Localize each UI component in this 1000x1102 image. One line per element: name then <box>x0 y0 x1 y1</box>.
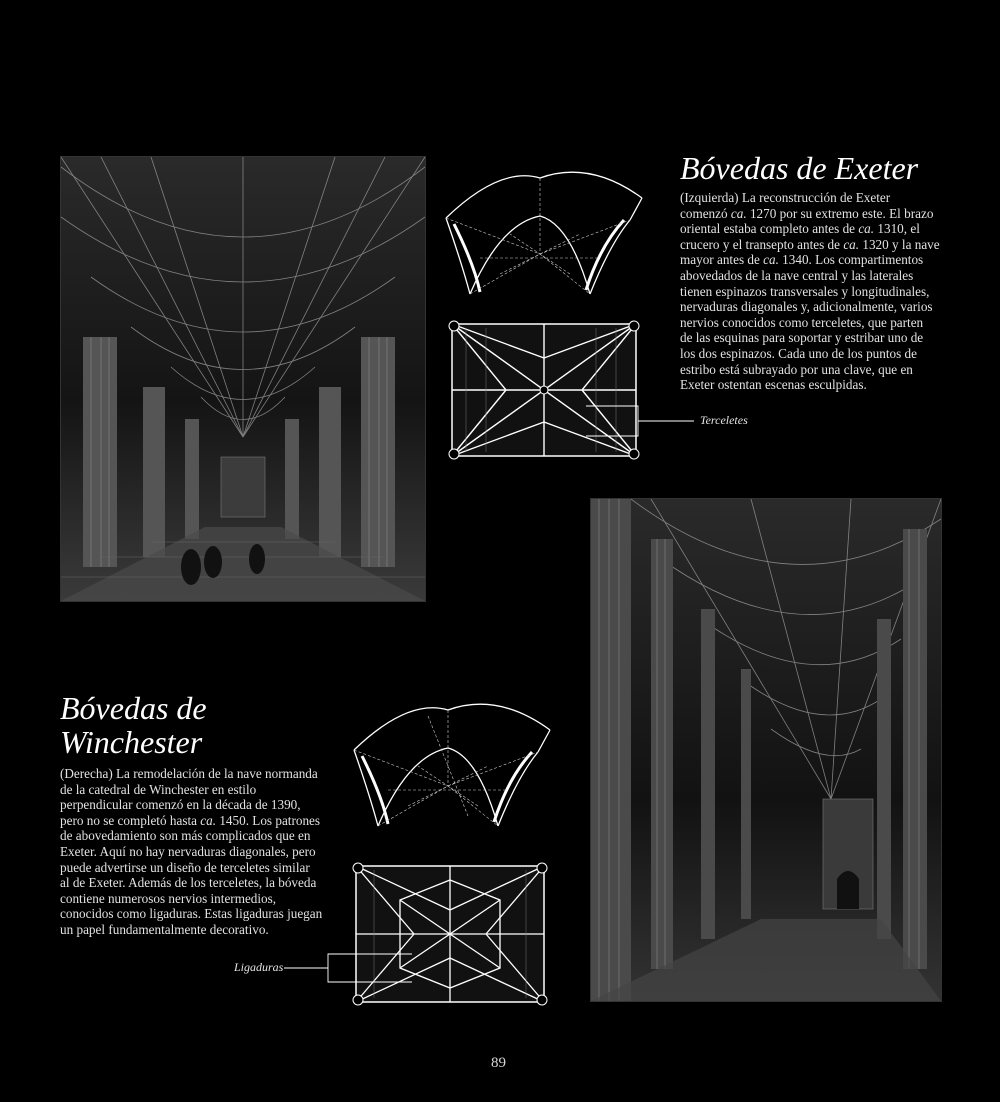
ligaduras-label: Ligaduras <box>234 960 284 974</box>
exeter-vault-perspective-diagram <box>440 154 646 304</box>
text-run: 1320 y la nave mayor antes de <box>680 236 940 268</box>
page-number: 89 <box>491 1055 506 1071</box>
ligaduras-callout-lines <box>284 950 414 990</box>
winchester-vault-perspective-diagram <box>348 686 554 836</box>
vault-perspective-icon <box>440 154 646 304</box>
italic-abbreviation: ca. <box>763 252 779 268</box>
exeter-title: Bóvedas de Exeter <box>680 150 919 186</box>
terceletes-callout-lines <box>586 404 696 444</box>
terceletes-label: Terceletes <box>700 413 748 427</box>
text-run: 1450. Los patrones de abovedamiento son más complicados que en Exeter. Aquí no hay nervaduras diagonales, pero puede advertirse un diseño de terceletes similar al de Exeter. Además de los terceletes, la bóveda contiene numerosos nervios intermedios, conocidos como ligaduras. Estas ligaduras juegan un papel fundamentalmente decorativo. <box>60 812 323 937</box>
winchester-nave-image <box>591 499 941 1001</box>
exeter-nave-image <box>61 157 425 601</box>
italic-abbreviation: ca. <box>200 812 217 828</box>
italic-abbreviation: ca. <box>730 205 747 221</box>
winchester-title-line2: Winchester <box>60 723 203 760</box>
vault-perspective-icon <box>348 686 554 836</box>
text-run: 1310, el crucero y el transepto antes de <box>680 221 920 252</box>
text-run: 1270 por su extremo este. El brazo oriental estaba completo antes de <box>680 205 934 237</box>
winchester-paragraph <box>60 766 350 938</box>
winchester-title <box>60 692 207 759</box>
text-run: (Izquierda) La reconstrucción de Exeter comenzó <box>680 190 891 221</box>
winchester-nave-engraving <box>590 498 942 1002</box>
text-run: (Derecha) La remodelación de la nave normanda de la catedral de Winchester en estilo perpendicular comenzó en la década de 1390, pero no se completó hasta <box>60 766 318 828</box>
winchester-title-line1: Bóvedas de <box>60 690 207 726</box>
text-run: 1340. Los compartimentos abovedados de la nave central y las laterales tienen espinazos transversales y longitudinales, nervaduras diagonales y, adicionalmente, varios nervios conocidos como terceletes, que parten de las esquinas para soportar y estribar uno de los dos espinazos. Cada uno de los puntos de estribo está subrayado por una clave, que en Exeter ostentan escenas esculpidas. <box>680 252 933 393</box>
exeter-nave-engraving <box>60 156 426 602</box>
italic-abbreviation: ca. <box>843 236 860 252</box>
italic-abbreviation: ca. <box>858 221 875 237</box>
exeter-paragraph <box>680 190 980 393</box>
